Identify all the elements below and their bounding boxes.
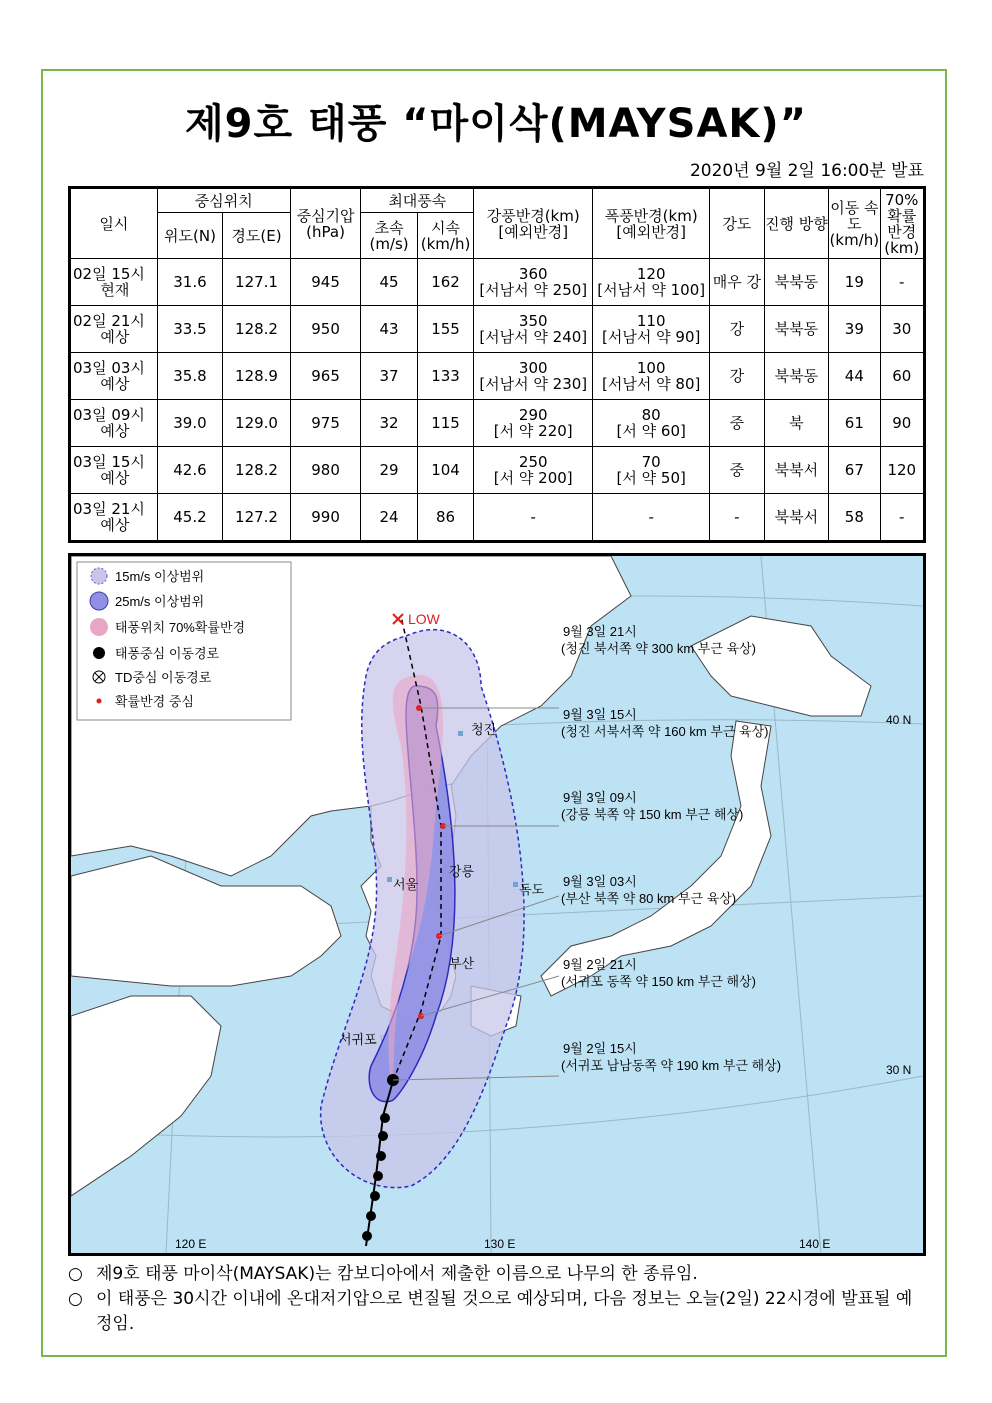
cell-text: 58 — [844, 508, 864, 526]
city-label: 부산 — [449, 956, 475, 971]
cell-text: 133 — [431, 367, 460, 385]
cell-text: 990 — [311, 508, 340, 526]
cell-lat — [157, 494, 223, 542]
cell-text: 127.1 — [235, 273, 278, 291]
header-prob: 70% 확률 반경 (km) — [880, 188, 924, 259]
table-row — [70, 259, 925, 306]
cell-strong-radius — [474, 353, 593, 400]
cell-lon — [223, 353, 291, 400]
cell-wind-ms — [361, 259, 417, 306]
cell-intensity — [710, 447, 764, 494]
table-row — [70, 306, 925, 353]
cell-text: 155 — [431, 320, 460, 338]
cell-prob-radius — [880, 447, 924, 494]
cell-wind-kmh — [417, 306, 473, 353]
cell-text: 110 — [636, 312, 666, 330]
cell-text: - — [899, 508, 905, 526]
annotation-date: 9월 3일 09시 — [563, 790, 637, 805]
bullet-icon: ○ — [68, 1264, 83, 1284]
cell-text: 강 — [729, 367, 745, 385]
track-point — [376, 1151, 386, 1161]
cell-text: [서남서 약 90] — [602, 328, 701, 346]
cell-text: 예상 — [100, 328, 130, 346]
cell-text: 33.5 — [173, 320, 207, 338]
cell-storm-radius — [593, 494, 710, 542]
cell-pressure — [290, 306, 361, 353]
annotation-desc: (청진 서북서쪽 약 160 km 부근 육상) — [561, 724, 769, 739]
cell-text: 350 — [518, 312, 548, 330]
cell-intensity — [710, 400, 764, 447]
city-label: 독도 — [519, 882, 545, 897]
cell-text: 360 — [518, 265, 548, 283]
low-label: LOW — [408, 611, 440, 627]
legend-label: 확률반경 중심 — [115, 694, 194, 709]
header-speed: 이동 속도 (km/h) — [829, 188, 880, 259]
cell-text: 29 — [379, 461, 399, 479]
cell-direction — [764, 494, 829, 542]
cell-text: 945 — [311, 273, 340, 291]
track-point — [370, 1191, 380, 1201]
cell-text: 44 — [844, 367, 864, 385]
header-direction: 진행 방향 — [764, 188, 829, 259]
city-label: 강릉 — [449, 864, 475, 879]
note-text: 제9호 태풍 마이삭(MAYSAK)는 캄보디아에서 제출한 이름으로 나무의 한 종류임. — [96, 1264, 698, 1284]
cell-text: 128.9 — [235, 367, 278, 385]
cell-intensity — [710, 259, 764, 306]
cell-text: 70 — [641, 453, 661, 471]
cell-storm-radius — [593, 400, 710, 447]
lon-label: 140 E — [799, 1237, 831, 1251]
cell-storm-radius — [593, 353, 710, 400]
cell-text: 104 — [431, 461, 460, 479]
cell-text: 북 — [789, 414, 804, 432]
cell-text: 42.6 — [173, 461, 207, 479]
cell-wind-kmh — [417, 494, 473, 542]
city-label: 서귀포 — [339, 1032, 377, 1047]
cell-text: 북북서 — [774, 461, 819, 479]
cell-text: [서남서 약 230] — [479, 375, 588, 393]
cell-intensity — [710, 494, 764, 542]
annotation-desc: (서귀포 남남동쪽 약 190 km 부근 해상) — [561, 1058, 782, 1073]
track-point — [378, 1131, 388, 1141]
cell-text: 128.2 — [235, 461, 278, 479]
header-storm-radius: 폭풍반경(km) [예외반경] — [593, 188, 710, 259]
cell-lon — [223, 259, 291, 306]
cell-prob-radius — [880, 259, 924, 306]
cell-intensity — [710, 306, 764, 353]
cell-text: 31.6 — [173, 273, 207, 291]
cell-text: [서남서 약 250] — [479, 281, 588, 299]
cell-text: 129.0 — [235, 414, 278, 432]
lat-label: 30 N — [886, 1063, 912, 1077]
annotation-date: 9월 2일 21시 — [563, 957, 637, 972]
cell-storm-radius — [593, 259, 710, 306]
cell-text: - — [530, 508, 536, 526]
cell-wind-kmh — [417, 447, 473, 494]
cell-lat — [157, 447, 223, 494]
cell-text: 120 — [887, 461, 917, 479]
cell-text: [서 약 50] — [616, 469, 686, 487]
cell-text: - — [648, 508, 654, 526]
cell-pressure — [290, 259, 361, 306]
cell-pressure — [290, 353, 361, 400]
cell-text: 예상 — [100, 375, 130, 393]
header-strong-radius: 강풍반경(km) [예외반경] — [474, 188, 593, 259]
cell-text: [서 약 200] — [493, 469, 573, 487]
cell-text: 61 — [844, 414, 864, 432]
cell-speed — [829, 447, 880, 494]
cell-time — [70, 494, 158, 542]
cell-storm-radius — [593, 306, 710, 353]
cell-text: - — [899, 273, 905, 291]
cell-text: 128.2 — [235, 320, 278, 338]
legend-label: 25m/s 이상범위 — [115, 594, 205, 609]
track-point — [366, 1211, 376, 1221]
cell-lon — [223, 306, 291, 353]
cell-time — [70, 447, 158, 494]
cell-direction — [764, 353, 829, 400]
cell-text: 950 — [311, 320, 340, 338]
legend-label: TD중심 이동경로 — [115, 670, 212, 685]
cell-text: 예상 — [100, 516, 130, 534]
cell-text: [서남서 약 80] — [602, 375, 701, 393]
note-item — [68, 1287, 928, 1337]
lon-label: 120 E — [175, 1237, 207, 1251]
cell-wind-ms — [361, 353, 417, 400]
cell-text: [서 약 60] — [616, 422, 686, 440]
header-maxwind: 최대풍속 — [361, 188, 474, 213]
cell-text: 03일 21시 — [73, 500, 145, 518]
cell-time — [70, 259, 158, 306]
cell-text: 162 — [431, 273, 460, 291]
cell-lon — [223, 494, 291, 542]
cell-text: 43 — [379, 320, 399, 338]
cell-wind-ms — [361, 447, 417, 494]
cell-text: 100 — [636, 359, 666, 377]
cell-prob-radius — [880, 353, 924, 400]
header-kmh: 시속 (km/h) — [417, 213, 473, 259]
annotation-date: 9월 2일 15시 — [563, 1041, 637, 1056]
cell-text: 45.2 — [173, 508, 207, 526]
cell-text: 예상 — [100, 422, 130, 440]
header-pressure: 중심기압 (hPa) — [290, 188, 361, 259]
wind25-legend-icon — [90, 592, 108, 610]
lon-label: 130 E — [484, 1237, 516, 1251]
cell-text: 35.8 — [173, 367, 207, 385]
cell-text: [서남서 약 100] — [597, 281, 706, 299]
annotation-date: 9월 3일 15시 — [563, 707, 637, 722]
cell-text: [서 약 220] — [493, 422, 573, 440]
typhoon-track-map — [68, 553, 926, 1256]
legend-label: 태풍위치 70%확률반경 — [115, 620, 246, 635]
cell-text: 67 — [844, 461, 864, 479]
notes — [68, 1262, 928, 1337]
cell-text: 강 — [729, 320, 745, 338]
cell-direction — [764, 400, 829, 447]
cell-text: 300 — [518, 359, 548, 377]
header-ms: 초속 (m/s) — [361, 213, 417, 259]
cell-speed — [829, 494, 880, 542]
header-lat: 위도(N) — [157, 213, 223, 259]
note-text: 이 태풍은 30시간 이내에 온대저기압으로 변질될 것으로 예상되며, 다음 정보는 오늘(2일) 22시경에 발표될 예정임. — [96, 1289, 913, 1334]
cell-text: 19 — [844, 273, 864, 291]
cell-direction — [764, 306, 829, 353]
cell-text: 60 — [892, 367, 912, 385]
map-legend — [77, 562, 291, 720]
city-marker — [458, 731, 463, 736]
cell-lat — [157, 353, 223, 400]
note-item — [68, 1262, 928, 1287]
cell-speed — [829, 306, 880, 353]
lat-label: 40 N — [886, 713, 912, 727]
page-title: 제9호 태풍 “마이삭(MAYSAK)” — [185, 101, 807, 147]
cell-text: 북북동 — [774, 367, 819, 385]
annotation-desc: (서귀포 동쪽 약 150 km 부근 해상) — [561, 974, 756, 989]
track-point — [362, 1231, 372, 1241]
cell-strong-radius — [474, 400, 593, 447]
cell-lon — [223, 400, 291, 447]
cell-time — [70, 353, 158, 400]
cell-strong-radius — [474, 259, 593, 306]
cell-text: 24 — [379, 508, 399, 526]
table-row — [70, 447, 925, 494]
header-lon: 경도(E) — [223, 213, 291, 259]
cell-pressure — [290, 494, 361, 542]
cell-wind-kmh — [417, 400, 473, 447]
cell-text: 39 — [844, 320, 864, 338]
cell-text: 120 — [636, 265, 666, 283]
city-label: 서울 — [393, 877, 419, 892]
cell-strong-radius — [474, 447, 593, 494]
table-row — [70, 353, 925, 400]
cell-text: 90 — [892, 414, 912, 432]
cell-text: 매우 강 — [712, 273, 762, 291]
cell-text: - — [734, 508, 740, 526]
cell-text: 중 — [729, 414, 745, 432]
cell-pressure — [290, 400, 361, 447]
cell-wind-kmh — [417, 353, 473, 400]
typhoon-track-legend-icon — [93, 647, 105, 659]
header-intensity: 강도 — [710, 188, 764, 259]
cell-speed — [829, 259, 880, 306]
cell-text: 02일 15시 — [73, 265, 145, 283]
cell-prob-radius — [880, 400, 924, 447]
cell-pressure — [290, 447, 361, 494]
cell-direction — [764, 447, 829, 494]
cell-lat — [157, 306, 223, 353]
city-marker — [387, 877, 392, 882]
annotation-date: 9월 3일 21시 — [563, 624, 637, 639]
cell-text: 86 — [435, 508, 456, 526]
cell-prob-radius — [880, 494, 924, 542]
cell-text: 127.2 — [235, 508, 278, 526]
annotation-desc: (청진 북서쪽 약 300 km 부근 육상) — [561, 641, 756, 656]
cell-text: 현재 — [100, 281, 130, 299]
cell-text: 중 — [729, 461, 745, 479]
cell-lon — [223, 447, 291, 494]
cell-direction — [764, 259, 829, 306]
annotation-desc: (부산 북쪽 약 80 km 부근 육상) — [561, 891, 737, 906]
cell-text: 290 — [518, 406, 548, 424]
prob-center-legend-icon — [97, 699, 102, 704]
annotation-desc: (강릉 북쪽 약 150 km 부근 해상) — [561, 807, 744, 822]
cell-text: 980 — [311, 461, 340, 479]
cell-text: 북북서 — [774, 508, 819, 526]
cell-text: 975 — [311, 414, 340, 432]
cell-wind-kmh — [417, 259, 473, 306]
cell-text: 02일 21시 — [73, 312, 145, 330]
cell-speed — [829, 400, 880, 447]
header-center: 중심위치 — [157, 188, 290, 213]
cell-prob-radius — [880, 306, 924, 353]
cell-strong-radius — [474, 494, 593, 542]
cell-text: 북북동 — [774, 273, 819, 291]
annotation-date: 9월 3일 03시 — [563, 874, 637, 889]
cell-text: [서남서 약 240] — [479, 328, 588, 346]
cell-lat — [157, 259, 223, 306]
legend-label: 태풍중심 이동경로 — [115, 646, 220, 661]
header-time: 일시 — [70, 188, 158, 259]
cell-wind-ms — [361, 306, 417, 353]
cell-time — [70, 306, 158, 353]
cell-text: 250 — [518, 453, 548, 471]
typhoon-forecast-table — [68, 186, 926, 543]
track-point — [373, 1171, 383, 1181]
cell-text: 03일 03시 — [73, 359, 145, 377]
cell-text: 39.0 — [173, 414, 207, 432]
issue-time: 2020년 9월 2일 16:00분 발표 — [689, 161, 924, 181]
cell-wind-ms — [361, 400, 417, 447]
bullet-icon: ○ — [68, 1289, 83, 1309]
city-label: 청진 — [471, 722, 497, 737]
city-marker — [513, 882, 518, 887]
prob-legend-icon — [90, 618, 108, 636]
wind15-legend-icon — [91, 568, 107, 584]
cell-text: 03일 09시 — [73, 406, 145, 424]
cell-text: 예상 — [100, 469, 130, 487]
cell-wind-ms — [361, 494, 417, 542]
cell-intensity — [710, 353, 764, 400]
cell-text: 37 — [379, 367, 399, 385]
track-point — [380, 1113, 390, 1123]
cell-text: 32 — [379, 414, 399, 432]
cell-strong-radius — [474, 306, 593, 353]
cell-text: 115 — [431, 414, 460, 432]
cell-text: 30 — [892, 320, 912, 338]
cell-text: 80 — [641, 406, 661, 424]
table-row — [70, 494, 925, 542]
cell-text: 북북동 — [774, 320, 819, 338]
cell-text: 03일 15시 — [73, 453, 145, 471]
cell-lat — [157, 400, 223, 447]
cell-text: 965 — [311, 367, 340, 385]
table-row — [70, 400, 925, 447]
cell-storm-radius — [593, 447, 710, 494]
cell-speed — [829, 353, 880, 400]
cell-text: 45 — [379, 273, 399, 291]
cell-time — [70, 400, 158, 447]
legend-label: 15m/s 이상범위 — [115, 569, 205, 584]
